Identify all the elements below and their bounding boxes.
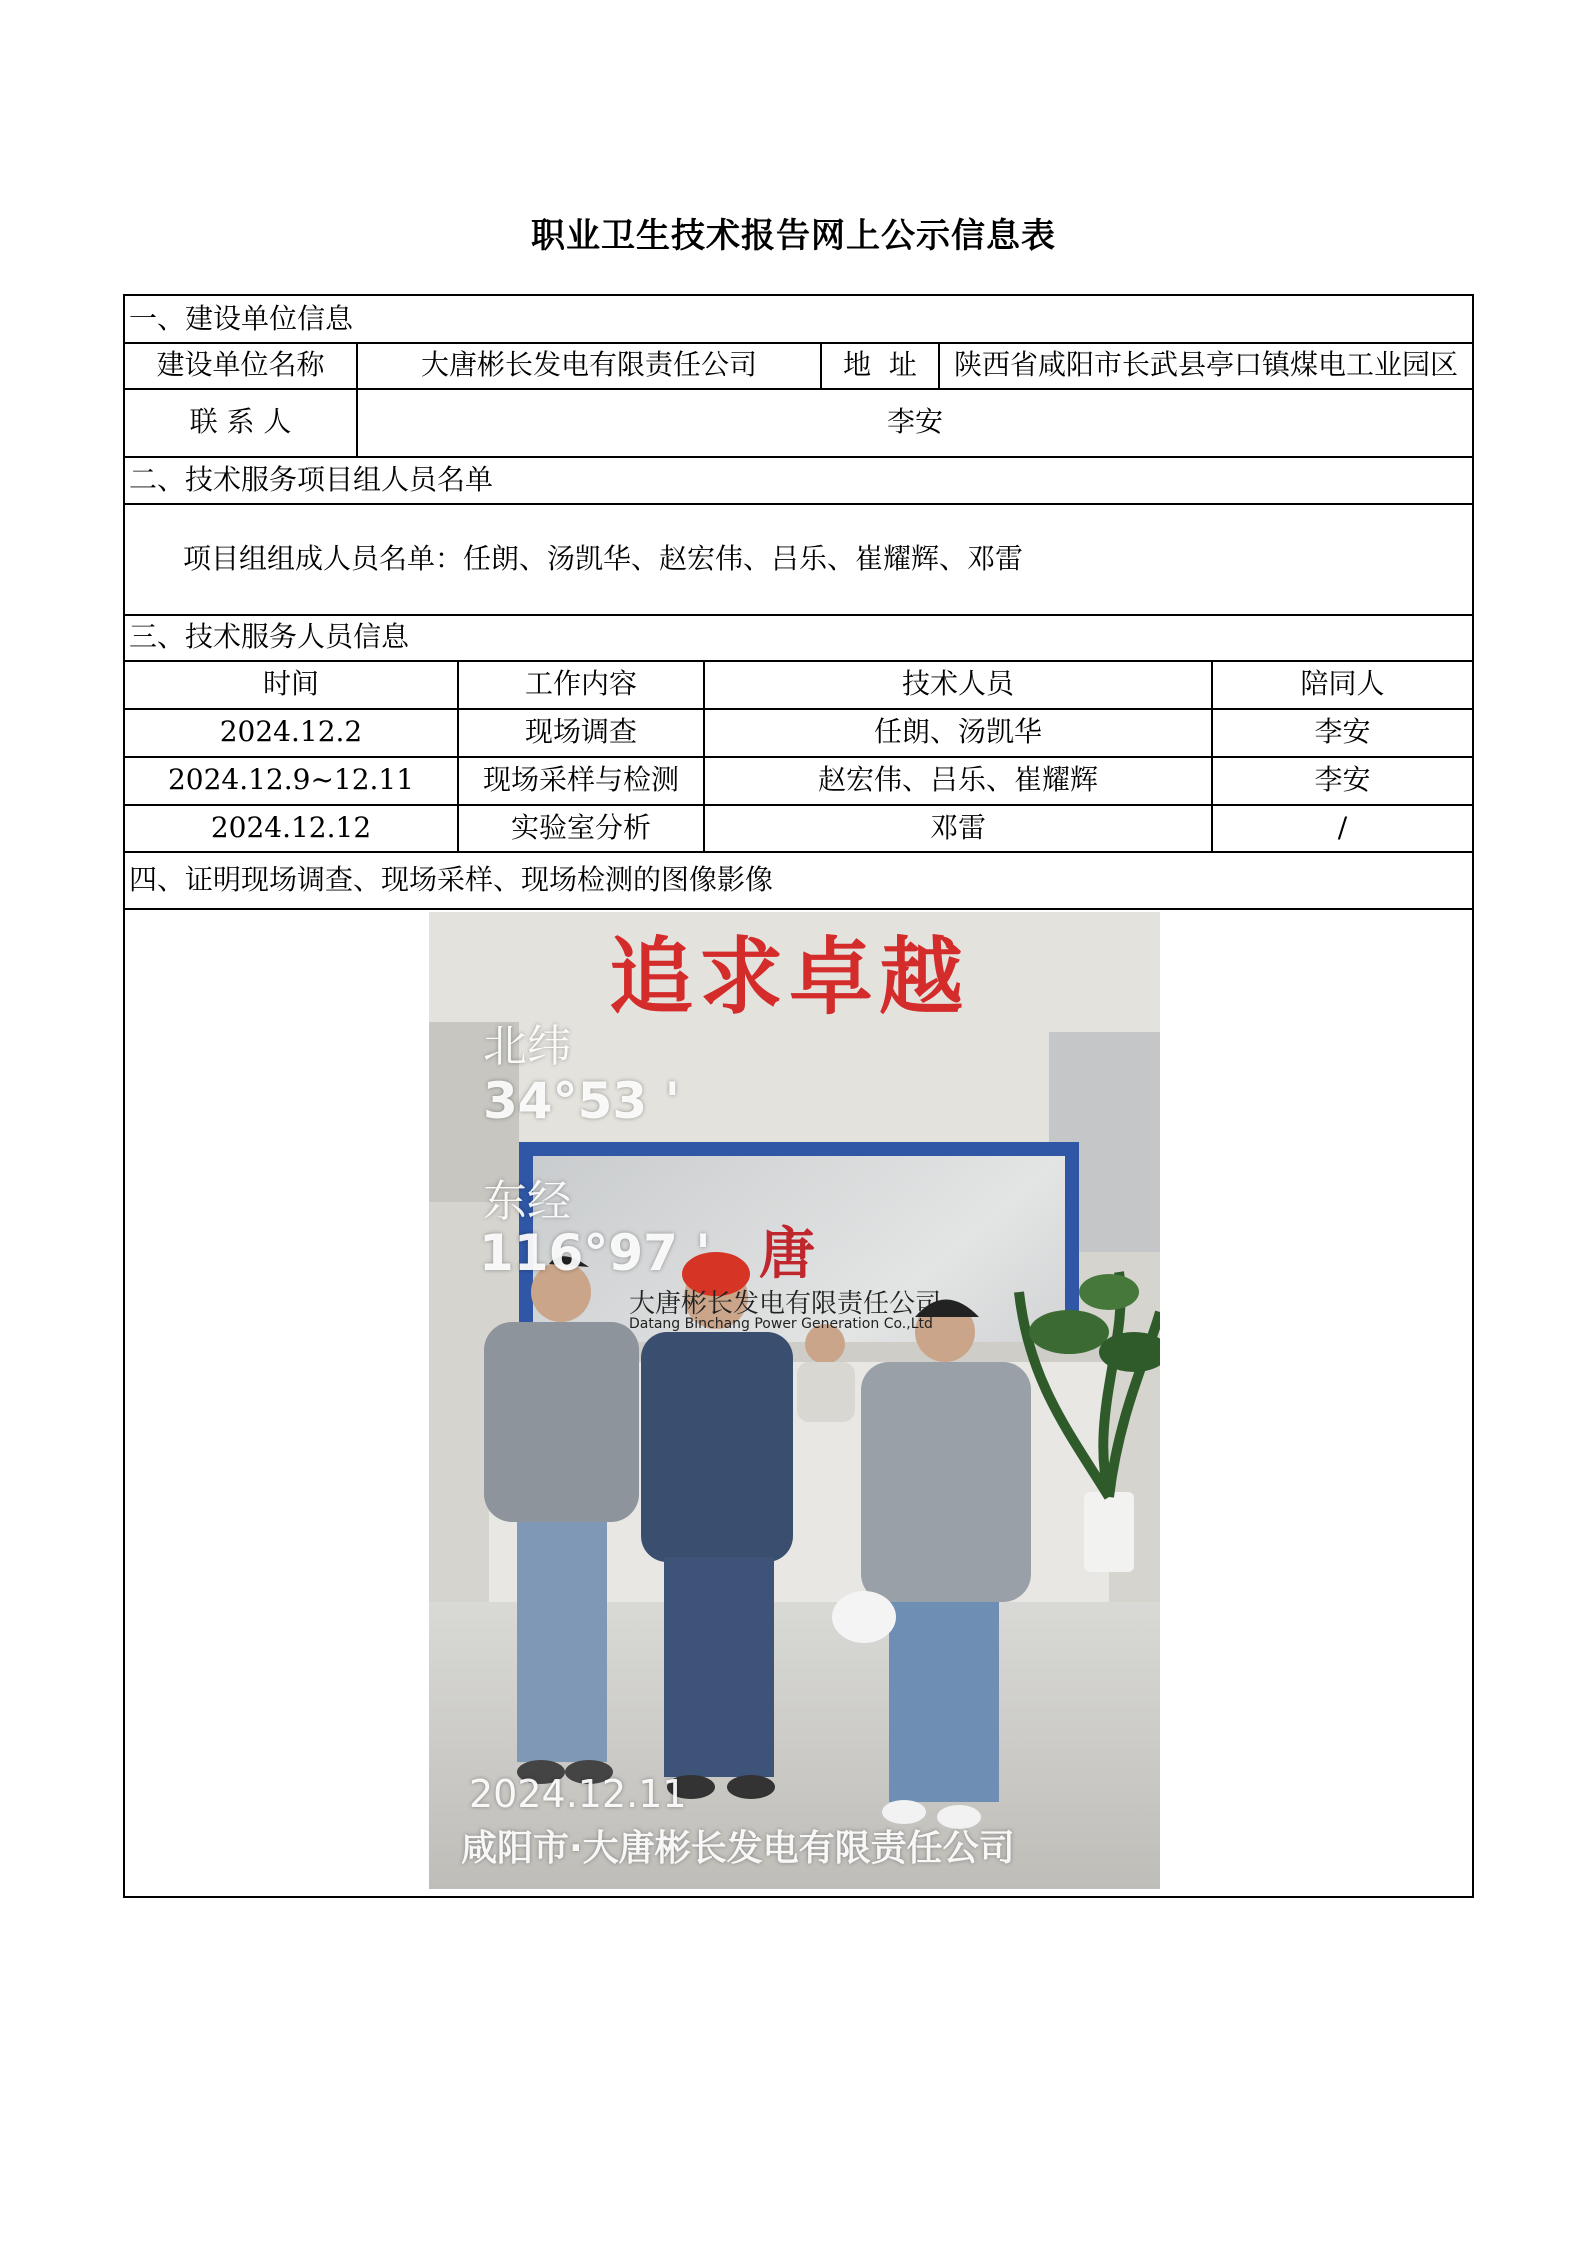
table-row-staff: 任朗、汤凯华 [873,715,1042,748]
section2-heading: 二、技术服务项目组人员名单 [129,462,494,496]
photo-date-stamp: 2024.12.11 [469,1772,687,1816]
wall-slogan: 追求卓越 [609,928,970,1026]
table-row-escort: / [1337,810,1348,844]
table-row-work: 现场调查 [524,715,637,748]
table-row-time: 2024.12.12 [210,810,372,844]
longitude-value: 116°97 ' [479,1224,711,1282]
table-row-time: 2024.12.2 [219,715,363,748]
company-logo-mark: 唐 [759,1222,815,1287]
company-sign-cn: 大唐彬长发电有限责任公司 [629,1289,942,1319]
members-text: 项目组组成人员名单：任朗、汤凯华、赵宏伟、吕乐、崔耀辉、邓雷 [183,541,1024,575]
info-form-table [123,294,1474,1898]
company-sign-en: Datang Binchang Power Generation Co.,Ltd [629,1316,933,1332]
section3-heading: 三、技术服务人员信息 [129,620,410,653]
site-photo [429,912,1160,1889]
section4-heading: 四、证明现场调查、现场采样、现场检测的图像影像 [129,862,774,896]
col-header-escort: 陪同人 [1300,667,1385,700]
address-label: 地 址 [843,348,917,381]
photo-location-stamp: 咸阳市·大唐彬长发电有限责任公司 [461,1828,1015,1869]
section1-heading: 一、建设单位信息 [129,302,354,335]
latitude-label: 北纬 [483,1021,571,1072]
table-row-staff: 赵宏伟、吕乐、崔耀辉 [817,763,1098,796]
contact-label: 联 系 人 [189,405,292,438]
col-header-staff: 技术人员 [901,667,1014,700]
table-row-work: 现场采样与检测 [482,763,679,796]
table-row-escort: 李安 [1314,763,1371,796]
col-header-time: 时间 [262,667,319,700]
table-row-staff: 邓雷 [929,810,986,844]
table-row-time: 2024.12.9~12.11 [167,763,415,796]
unit-name-label: 建设单位名称 [156,348,325,381]
col-header-work: 工作内容 [524,667,637,700]
latitude-value: 34°53 ' [483,1072,680,1130]
table-row-escort: 李安 [1314,715,1371,748]
unit-name-value: 大唐彬长发电有限责任公司 [420,348,757,381]
contact-value: 李安 [886,405,943,438]
longitude-label: 东经 [483,1176,571,1227]
page-title: 职业卫生技术报告网上公示信息表 [531,216,1056,256]
table-row-work: 实验室分析 [510,810,651,844]
address-value: 陕西省咸阳市长武县亭口镇煤电工业园区 [953,348,1458,381]
